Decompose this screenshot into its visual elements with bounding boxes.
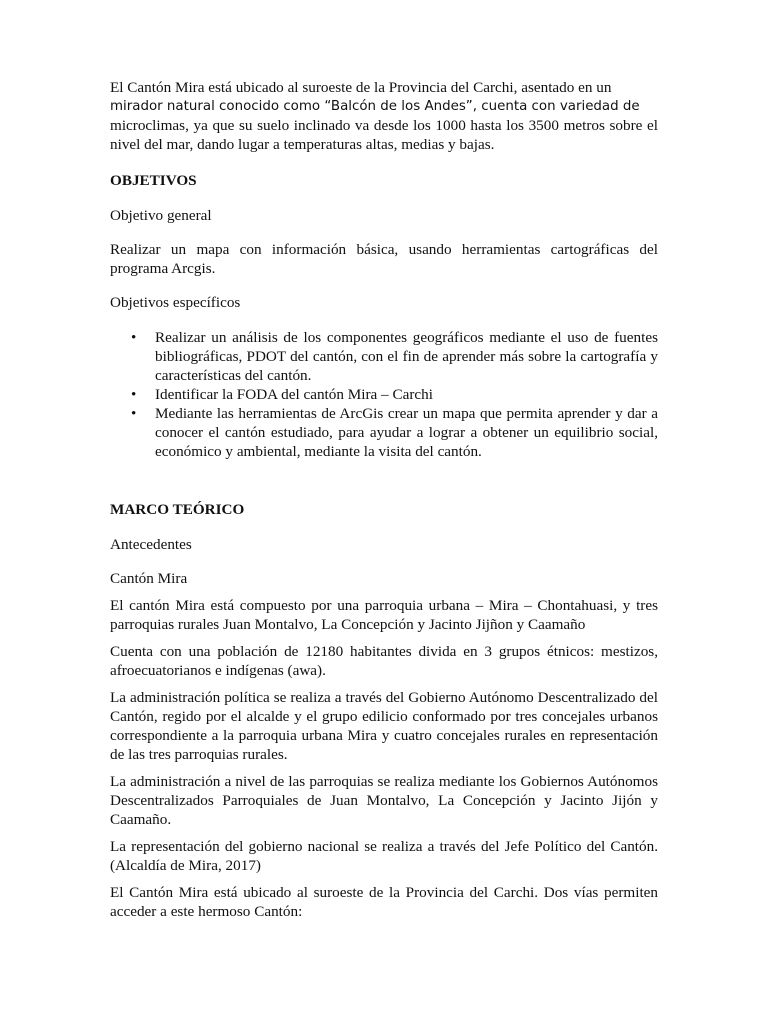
bullet-icon: • (131, 386, 137, 403)
document-page (110, 78, 658, 921)
specific-objectives-label: Objetivos específicos (110, 294, 241, 311)
marco-paragraph-3: La administración política se realiza a través del Gobierno Autónomo Descentralizado del Cantón, regido por el alcalde y el grupo edilicio conformado por tres concejales urbanos correspondiente a la parroquia urbana Mira y cuatro concejales rurales en representación de las tres parroquias rurales. (110, 689, 658, 763)
list-item-text: Mediante las herramientas de ArcGis crear un mapa que permita aprender y dar a conocer el cantón estudiado, para ayudar a lograr a obtener un equilibrio social, económico y ambiental, mediante la visita del cantón. (155, 405, 658, 460)
marco-teorico-heading: MARCO TEÓRICO (110, 501, 245, 518)
intro-paragraph (110, 78, 658, 154)
antecedentes-label: Antecedentes (110, 536, 192, 553)
list-item (110, 404, 658, 461)
intro-rest: microclimas, ya que su suelo inclinado va desde los 1000 hasta los 3500 metros sobre el nivel del mar, dando lugar a temperaturas altas, medias y bajas. (110, 117, 658, 153)
list-item (110, 328, 658, 385)
general-objective-label: Objetivo general (110, 207, 212, 224)
list-item-text: Identificar la FODA del cantón Mira – Carchi (155, 386, 433, 403)
marco-paragraph-6: El Cantón Mira está ubicado al suroeste de la Provincia del Carchi. Dos vías permiten acceder a este hermoso Cantón: (110, 884, 658, 920)
objectives-heading: OBJETIVOS (110, 172, 197, 189)
canton-mira-title: Cantón Mira (110, 570, 188, 587)
marco-paragraph-5: La representación del gobierno nacional se realiza a través del Jefe Político del Cantón. (Alcaldía de Mira, 2017) (110, 838, 658, 874)
list-item (110, 385, 658, 404)
marco-paragraph-4: La administración a nivel de las parroquias se realiza mediante los Gobiernos Autónomos Descentralizados Parroquiales de Juan Montalvo, La Concepción y Jacinto Jijón y Caamaño. (110, 773, 658, 828)
list-item-text: Realizar un análisis de los componentes geográficos mediante el uso de fuentes bibliográficas, PDOT del cantón, con el fin de aprender más sobre la cartografía y características del cantón. (155, 329, 658, 384)
bullet-icon: • (131, 405, 137, 422)
intro-line-1: El Cantón Mira está ubicado al suroeste de la Provincia del Carchi, asentado en un (110, 79, 612, 96)
marco-paragraph-2: Cuenta con una población de 12180 habitantes divida en 3 grupos étnicos: mestizos, afroecuatorianos e indígenas (awa). (110, 643, 658, 679)
general-objective-text: Realizar un mapa con información básica, usando herramientas cartográficas del programa Arcgis. (110, 241, 658, 277)
intro-line-2: mirador natural conocido como “Balcón de los Andes”, cuenta con variedad de (110, 99, 640, 114)
marco-paragraph-1: El cantón Mira está compuesto por una parroquia urbana – Mira – Chontahuasi, y tres parroquias rurales Juan Montalvo, La Concepción y Jacinto Jijñon y Caamaño (110, 597, 658, 633)
bullet-icon: • (131, 329, 137, 346)
specific-objectives-list (110, 328, 658, 461)
